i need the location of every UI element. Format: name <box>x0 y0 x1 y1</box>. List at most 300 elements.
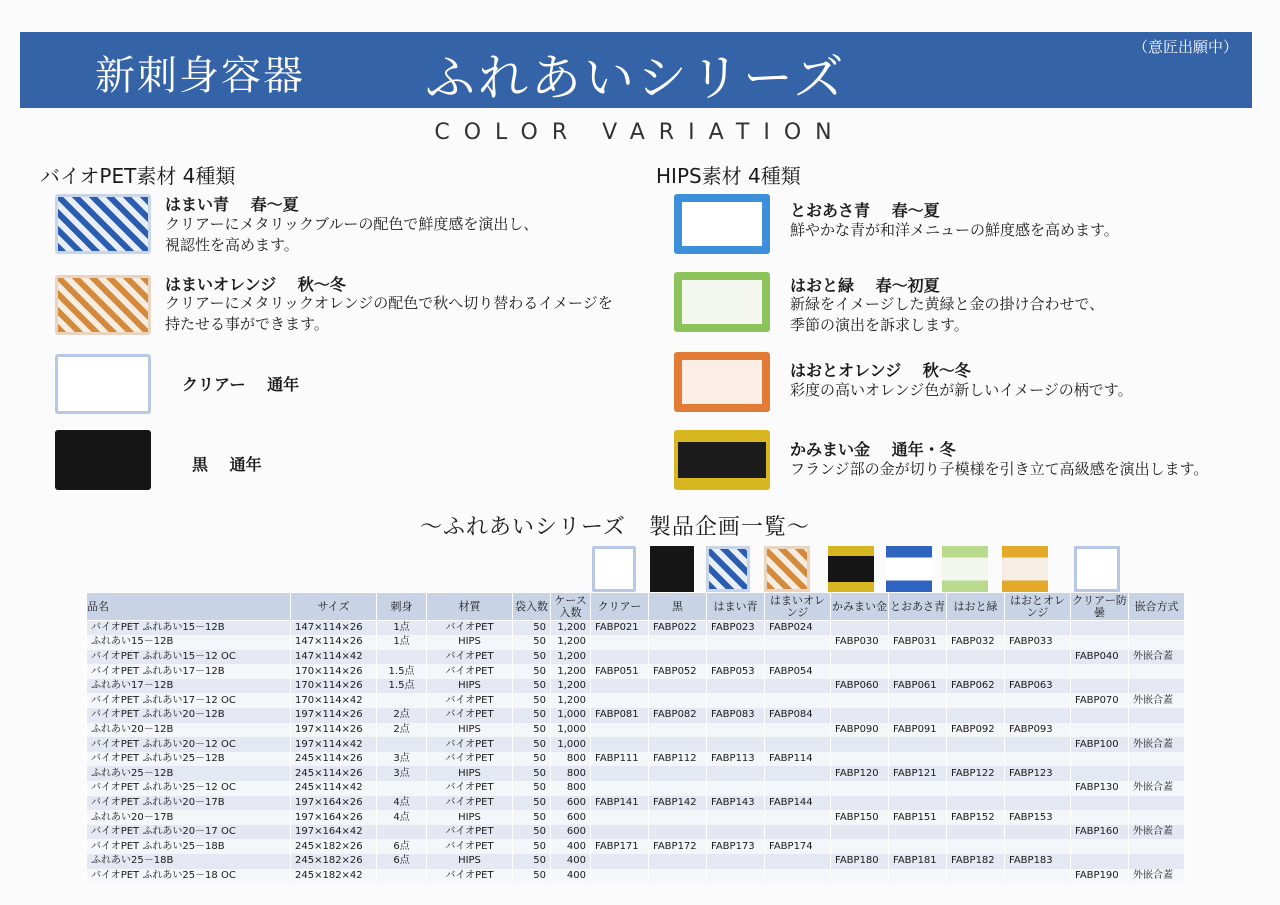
table-cell: バイオPET ふれあい17－12B <box>87 664 291 679</box>
table-cell: FABP081 <box>591 708 649 723</box>
table-cell: 245×114×26 <box>291 766 377 781</box>
table-cell: 1,200 <box>551 621 591 636</box>
table-cell: FABP143 <box>707 796 765 811</box>
table-cell: 1.5点 <box>377 664 427 679</box>
table-cell <box>947 693 1005 708</box>
table-cell <box>1005 650 1071 665</box>
table-cell: 50 <box>513 621 551 636</box>
table-row <box>87 737 1185 752</box>
table-cell <box>765 854 831 869</box>
table-cell <box>1129 621 1185 636</box>
table-cell: 外嵌合蓋 <box>1129 693 1185 708</box>
table-cell: 1,200 <box>551 664 591 679</box>
table-cell: バイオPET ふれあい20－17 OC <box>87 825 291 840</box>
table-cell <box>947 781 1005 796</box>
table-row <box>87 664 1185 679</box>
table-cell <box>831 752 889 767</box>
series-title: ～ふれあいシリーズ 製品企画一覧～ <box>420 515 810 540</box>
table-cell <box>889 839 947 854</box>
table-cell: FABP123 <box>1005 766 1071 781</box>
swatch-black <box>55 430 151 490</box>
table-cell <box>831 737 889 752</box>
table-cell: 50 <box>513 810 551 825</box>
col-swatch-hamai-blue <box>706 546 750 592</box>
table-cell: ふれあい25－12B <box>87 766 291 781</box>
table-cell: FABP120 <box>831 766 889 781</box>
col-swatch-black <box>650 546 694 592</box>
table-cell <box>377 693 427 708</box>
header-title-right: ふれあいシリーズ <box>425 49 847 107</box>
table-row <box>87 810 1185 825</box>
table-cell <box>707 766 765 781</box>
variant-desc: 季節の演出を訴求します。 <box>790 316 969 334</box>
table-cell: FABP172 <box>649 839 707 854</box>
table-cell: バイオPET ふれあい15－12 OC <box>87 650 291 665</box>
table-cell <box>1129 708 1185 723</box>
table-cell: 197×164×42 <box>291 825 377 840</box>
variant-desc: 視認性を高めます。 <box>165 236 299 254</box>
table-cell: FABP141 <box>591 796 649 811</box>
table-cell: FABP190 <box>1071 869 1129 884</box>
table-cell <box>1005 869 1071 884</box>
th-tooasa-blue: とおあさ青 <box>889 593 947 621</box>
table-cell: HIPS <box>427 723 513 738</box>
table-cell <box>765 723 831 738</box>
table-cell: FABP113 <box>707 752 765 767</box>
table-cell <box>591 723 649 738</box>
table-cell <box>831 796 889 811</box>
table-cell: HIPS <box>427 766 513 781</box>
table-cell <box>889 796 947 811</box>
table-cell: 800 <box>551 766 591 781</box>
table-cell: FABP070 <box>1071 693 1129 708</box>
th-sashi: 刺身 <box>377 593 427 621</box>
table-cell: FABP091 <box>889 723 947 738</box>
table-cell: FABP092 <box>947 723 1005 738</box>
col-swatch-kamimai-gold <box>828 546 874 592</box>
table-cell <box>1129 810 1185 825</box>
table-cell: FABP182 <box>947 854 1005 869</box>
table-cell <box>947 708 1005 723</box>
col-swatch-haoto-orange <box>1002 546 1048 592</box>
th-hamai-blue: はまい青 <box>707 593 765 621</box>
table-cell: 3点 <box>377 752 427 767</box>
table-cell: FABP100 <box>1071 737 1129 752</box>
table-cell: FABP181 <box>889 854 947 869</box>
variant-desc: 鮮やかな青が和洋メニューの鮮度感を高めます。 <box>790 221 1119 239</box>
table-cell: FABP024 <box>765 621 831 636</box>
table-cell <box>1071 810 1129 825</box>
table-cell: 50 <box>513 839 551 854</box>
variant-desc: 新緑をイメージした黄緑と金の掛け合わせで、 <box>790 295 1105 313</box>
table-cell: 50 <box>513 854 551 869</box>
table-cell <box>707 635 765 650</box>
table-cell: 50 <box>513 737 551 752</box>
table-cell <box>889 869 947 884</box>
table-cell: FABP090 <box>831 723 889 738</box>
th-black: 黒 <box>649 593 707 621</box>
table-cell: バイオPET <box>427 752 513 767</box>
table-cell: 800 <box>551 752 591 767</box>
table-cell: FABP160 <box>1071 825 1129 840</box>
table-cell <box>765 635 831 650</box>
table-cell: 400 <box>551 869 591 884</box>
table-cell: HIPS <box>427 635 513 650</box>
variant-desc: クリアーにメタリックブルーの配色で鮮度感を演出し、 <box>165 215 539 233</box>
table-cell: FABP174 <box>765 839 831 854</box>
table-cell: 197×164×26 <box>291 810 377 825</box>
table-cell: バイオPET <box>427 839 513 854</box>
table-row <box>87 621 1185 636</box>
table-cell: 245×114×26 <box>291 752 377 767</box>
table-cell <box>947 621 1005 636</box>
table-cell <box>765 679 831 694</box>
table-cell <box>591 679 649 694</box>
table-cell <box>765 869 831 884</box>
table-cell <box>591 693 649 708</box>
table-cell: 197×114×42 <box>291 737 377 752</box>
table-cell: バイオPET ふれあい25－12 OC <box>87 781 291 796</box>
table-cell: 147×114×26 <box>291 635 377 650</box>
table-cell: バイオPET <box>427 825 513 840</box>
table-cell: FABP022 <box>649 621 707 636</box>
th-bag: 袋入数 <box>513 593 551 621</box>
table-cell: 245×182×42 <box>291 869 377 884</box>
table-cell: 4点 <box>377 810 427 825</box>
table-cell: 6点 <box>377 839 427 854</box>
table-row <box>87 723 1185 738</box>
variant-name: クリアー 通年 <box>182 375 300 394</box>
table-cell: 50 <box>513 766 551 781</box>
table-cell <box>649 766 707 781</box>
table-cell <box>1071 679 1129 694</box>
th-name: 品名 <box>87 593 291 621</box>
table-cell: FABP151 <box>889 810 947 825</box>
table-cell: 6点 <box>377 854 427 869</box>
table-cell: HIPS <box>427 854 513 869</box>
table-cell: バイオPET <box>427 708 513 723</box>
table-cell: バイオPET ふれあい25－18 OC <box>87 869 291 884</box>
table-cell: 2点 <box>377 708 427 723</box>
page-header <box>20 32 1252 108</box>
table-cell: 2点 <box>377 723 427 738</box>
table-cell <box>889 825 947 840</box>
table-cell <box>649 635 707 650</box>
table-cell <box>831 839 889 854</box>
table-cell: 1,200 <box>551 635 591 650</box>
table-cell: 197×114×26 <box>291 723 377 738</box>
right-section-title: HIPS素材 4種類 <box>656 164 801 188</box>
table-cell <box>377 825 427 840</box>
table-cell <box>947 839 1005 854</box>
table-cell <box>707 693 765 708</box>
variant-desc: クリアーにメタリックオレンジの配色で秋へ切り替わるイメージを <box>165 294 613 312</box>
table-cell <box>889 621 947 636</box>
table-cell <box>649 825 707 840</box>
table-cell <box>889 781 947 796</box>
table-cell: バイオPET <box>427 693 513 708</box>
table-cell: バイオPET ふれあい20－17B <box>87 796 291 811</box>
table-cell: FABP023 <box>707 621 765 636</box>
th-clear: クリアー <box>591 593 649 621</box>
th-material: 材質 <box>427 593 513 621</box>
table-cell: バイオPET <box>427 621 513 636</box>
table-cell: 147×114×42 <box>291 650 377 665</box>
table-cell <box>765 825 831 840</box>
table-cell: HIPS <box>427 679 513 694</box>
table-cell <box>707 869 765 884</box>
table-cell: FABP062 <box>947 679 1005 694</box>
table-cell: バイオPET <box>427 796 513 811</box>
table-cell <box>889 737 947 752</box>
table-cell: 600 <box>551 796 591 811</box>
th-clear-antifog: クリアー防曇 <box>1072 593 1127 619</box>
table-cell: FABP114 <box>765 752 831 767</box>
table-cell: 50 <box>513 781 551 796</box>
table-cell <box>765 781 831 796</box>
table-cell <box>831 650 889 665</box>
col-swatch-hamai-orange <box>764 546 810 592</box>
table-cell: 50 <box>513 679 551 694</box>
table-cell: 50 <box>513 664 551 679</box>
table-cell: FABP053 <box>707 664 765 679</box>
table-cell: 50 <box>513 723 551 738</box>
table-cell: 1.5点 <box>377 679 427 694</box>
variant-name: かみまい金 通年・冬 <box>790 440 956 459</box>
table-cell: 600 <box>551 810 591 825</box>
table-row <box>87 796 1185 811</box>
table-cell: 50 <box>513 796 551 811</box>
table-cell: バイオPET ふれあい17－12 OC <box>87 693 291 708</box>
swatch-clear <box>55 354 151 414</box>
table-cell <box>707 679 765 694</box>
table-cell <box>707 723 765 738</box>
table-cell: 197×164×26 <box>291 796 377 811</box>
table-cell: 245×182×26 <box>291 839 377 854</box>
table-row <box>87 650 1185 665</box>
table-cell <box>707 737 765 752</box>
table-cell: 1,000 <box>551 708 591 723</box>
table-cell <box>1071 752 1129 767</box>
table-cell: FABP144 <box>765 796 831 811</box>
table-cell: 3点 <box>377 766 427 781</box>
variant-name: はおと緑 春～初夏 <box>790 276 940 295</box>
table-cell <box>889 693 947 708</box>
table-cell <box>947 737 1005 752</box>
table-cell: ふれあい17－12B <box>87 679 291 694</box>
swatch-haoto-orange <box>674 352 770 412</box>
table-row <box>87 825 1185 840</box>
table-cell: バイオPET <box>427 781 513 796</box>
table-cell <box>831 693 889 708</box>
table-cell: 50 <box>513 635 551 650</box>
table-cell <box>947 752 1005 767</box>
table-cell <box>765 810 831 825</box>
table-cell: FABP173 <box>707 839 765 854</box>
col-swatch-clear-antifog <box>1074 546 1120 592</box>
th-haoto-orange: はおとオレンジ <box>1005 593 1071 621</box>
table-cell: バイオPET <box>427 737 513 752</box>
table-cell <box>765 693 831 708</box>
table-cell <box>1071 635 1129 650</box>
table-cell <box>649 723 707 738</box>
table-cell <box>765 737 831 752</box>
table-cell: FABP031 <box>889 635 947 650</box>
table-cell <box>947 796 1005 811</box>
table-cell: 170×114×42 <box>291 693 377 708</box>
table-cell <box>377 869 427 884</box>
table-cell: 外嵌合蓋 <box>1129 737 1185 752</box>
table-cell: 1,200 <box>551 650 591 665</box>
table-cell: 外嵌合蓋 <box>1129 869 1185 884</box>
table-cell: FABP121 <box>889 766 947 781</box>
variant-name: とおあさ青 春～夏 <box>790 201 940 220</box>
table-cell <box>831 781 889 796</box>
table-cell: FABP052 <box>649 664 707 679</box>
table-cell <box>649 693 707 708</box>
table-header-row <box>87 593 1185 621</box>
table-cell: FABP051 <box>591 664 649 679</box>
table-cell: 400 <box>551 854 591 869</box>
table-cell <box>1071 708 1129 723</box>
table-cell: バイオPET ふれあい25－18B <box>87 839 291 854</box>
table-cell <box>831 708 889 723</box>
table-cell: FABP054 <box>765 664 831 679</box>
table-cell <box>1005 664 1071 679</box>
table-cell <box>831 664 889 679</box>
table-cell: バイオPET <box>427 650 513 665</box>
table-cell: 1点 <box>377 621 427 636</box>
table-cell: 1,200 <box>551 693 591 708</box>
table-row <box>87 781 1185 796</box>
table-cell <box>649 737 707 752</box>
swatch-tooasa-blue <box>674 194 770 254</box>
variant-name: はまい青 春～夏 <box>165 195 299 214</box>
table-cell <box>591 854 649 869</box>
table-cell: FABP152 <box>947 810 1005 825</box>
table-cell <box>377 737 427 752</box>
table-cell <box>377 781 427 796</box>
table-cell: FABP032 <box>947 635 1005 650</box>
table-cell <box>707 650 765 665</box>
table-cell <box>591 766 649 781</box>
table-cell: FABP061 <box>889 679 947 694</box>
table-cell: バイオPET ふれあい20－12B <box>87 708 291 723</box>
table-cell: 1,000 <box>551 737 591 752</box>
table-cell: バイオPET <box>427 664 513 679</box>
table-cell: 800 <box>551 781 591 796</box>
table-cell <box>1005 693 1071 708</box>
table-cell: 50 <box>513 825 551 840</box>
table-cell <box>707 781 765 796</box>
table-cell <box>1005 796 1071 811</box>
table-cell <box>947 650 1005 665</box>
table-cell: ふれあい15－12B <box>87 635 291 650</box>
table-row <box>87 854 1185 869</box>
table-cell: バイオPET ふれあい25－12B <box>87 752 291 767</box>
table-cell: バイオPET ふれあい15－12B <box>87 621 291 636</box>
table-cell <box>591 825 649 840</box>
table-cell: FABP063 <box>1005 679 1071 694</box>
th-fit: 嵌合方式 <box>1129 593 1185 621</box>
th-haoto-green: はおと緑 <box>947 593 1005 621</box>
swatch-hamai-blue <box>55 194 151 254</box>
table-cell <box>889 664 947 679</box>
table-cell: 外嵌合蓋 <box>1129 650 1185 665</box>
table-cell <box>1071 854 1129 869</box>
table-cell: 400 <box>551 839 591 854</box>
swatch-hamai-orange <box>55 275 151 335</box>
table-cell <box>1129 854 1185 869</box>
table-cell: FABP142 <box>649 796 707 811</box>
table-row <box>87 869 1185 884</box>
table-cell: 50 <box>513 650 551 665</box>
table-cell: FABP171 <box>591 839 649 854</box>
table-cell <box>591 810 649 825</box>
table-row <box>87 752 1185 767</box>
table-cell <box>889 650 947 665</box>
table-cell: 170×114×26 <box>291 664 377 679</box>
table-cell: ふれあい25－18B <box>87 854 291 869</box>
header-title-left: 新刺身容器 <box>95 53 305 99</box>
table-cell <box>1005 621 1071 636</box>
table-cell <box>1071 723 1129 738</box>
table-cell <box>1071 796 1129 811</box>
variant-name: 黒 通年 <box>192 455 262 474</box>
table-cell <box>1129 839 1185 854</box>
table-cell: FABP021 <box>591 621 649 636</box>
table-cell <box>591 869 649 884</box>
table-cell <box>1071 664 1129 679</box>
table-cell: 147×114×26 <box>291 621 377 636</box>
table-cell <box>649 679 707 694</box>
product-table <box>86 592 1185 883</box>
table-cell <box>765 650 831 665</box>
table-cell <box>1005 752 1071 767</box>
table-cell: 245×114×42 <box>291 781 377 796</box>
table-cell <box>591 635 649 650</box>
swatch-kamimai-gold <box>674 430 770 490</box>
table-row <box>87 679 1185 694</box>
table-cell: 197×114×26 <box>291 708 377 723</box>
header-note: （意匠出願中） <box>1132 38 1238 56</box>
variant-desc: フランジ部の金が切り子模様を引き立て高級感を演出します。 <box>790 460 1209 478</box>
table-cell <box>1071 621 1129 636</box>
table-cell: 外嵌合蓋 <box>1129 825 1185 840</box>
table-cell <box>947 825 1005 840</box>
table-cell <box>1129 664 1185 679</box>
table-cell <box>377 650 427 665</box>
table-cell <box>707 810 765 825</box>
table-cell <box>1129 766 1185 781</box>
th-size: サイズ <box>291 593 377 621</box>
table-cell: 1,000 <box>551 723 591 738</box>
th-case: ケース入数 <box>551 593 591 621</box>
table-cell: 50 <box>513 869 551 884</box>
table-cell <box>649 810 707 825</box>
table-row <box>87 708 1185 723</box>
table-cell: バイオPET <box>427 869 513 884</box>
table-row <box>87 766 1185 781</box>
table-cell <box>1005 708 1071 723</box>
table-cell <box>947 869 1005 884</box>
table-cell <box>649 854 707 869</box>
variant-name: はまいオレンジ 秋～冬 <box>165 275 346 294</box>
table-cell: 1,200 <box>551 679 591 694</box>
table-row <box>87 693 1185 708</box>
table-cell: FABP153 <box>1005 810 1071 825</box>
table-row <box>87 839 1185 854</box>
